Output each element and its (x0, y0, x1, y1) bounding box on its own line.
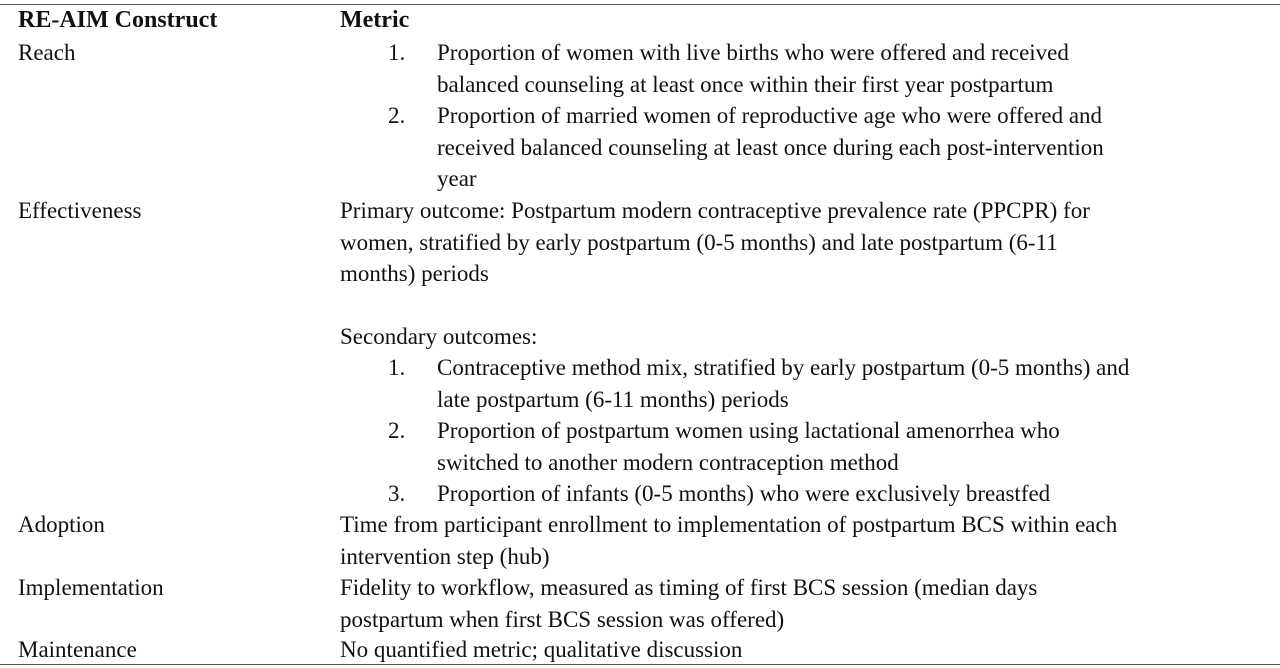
list-line: late postpartum (6-11 months) periods (437, 386, 789, 412)
list-line: Contraceptive method mix, stratified by early postpartum (0-5 months) and (437, 355, 1130, 380)
adoption-metric (340, 509, 1275, 572)
para-line: intervention step (hub) (340, 543, 550, 569)
list-line: switched to another modern contraception method (437, 449, 899, 475)
para-line: Fidelity to workflow, measured as timing of first BCS session (median days (340, 575, 1038, 600)
construct-maintenance: Maintenance (18, 637, 137, 662)
table-bottom-rule (0, 664, 1280, 665)
list-item (340, 415, 1275, 478)
list-item (340, 352, 1275, 415)
list-line: Proportion of married women of reproductive age who were offered and (437, 103, 1103, 128)
header-metric: Metric (340, 7, 410, 33)
list-number: 3. (388, 481, 406, 506)
construct-adoption: Adoption (18, 512, 105, 537)
list-number: 2. (388, 418, 406, 443)
construct-effectiveness: Effectiveness (18, 198, 142, 223)
list-line: Proportion of infants (0-5 months) who were exclusively breastfed (437, 481, 1051, 506)
reach-metric-list (340, 37, 1275, 195)
list-number: 1. (388, 355, 406, 380)
effectiveness-primary (340, 195, 1240, 290)
list-line: balanced counseling at least once within their first year postpartum (437, 71, 1054, 97)
list-item (340, 478, 1275, 510)
header-construct: RE-AIM Construct (18, 7, 218, 33)
secondary-outcomes-label: Secondary outcomes: (340, 324, 538, 349)
list-number: 2. (388, 103, 406, 128)
maintenance-metric: No quantified metric; qualitative discussion (340, 637, 743, 662)
list-line: Proportion of postpartum women using lactational amenorrhea who (437, 418, 1060, 443)
construct-reach: Reach (18, 40, 76, 65)
para-line: Primary outcome: Postpartum modern contraceptive prevalence rate (PPCPR) for (340, 198, 1090, 223)
para-line: postpartum when first BCS session was offered) (340, 606, 785, 632)
para-line: Time from participant enrollment to implementation of postpartum BCS within each (340, 512, 1118, 537)
construct-implementation: Implementation (18, 575, 164, 600)
para-line: women, stratified by early postpartum (0-5 months) and late postpartum (6-11 (340, 229, 1058, 255)
para-line: months) periods (340, 261, 489, 286)
list-item (340, 100, 1275, 195)
list-number: 1. (388, 40, 406, 65)
list-item (340, 37, 1275, 100)
list-line: Proportion of women with live births who were offered and received (437, 40, 1069, 65)
list-line: year (437, 166, 477, 191)
effectiveness-secondary-list (340, 352, 1275, 510)
list-line: received balanced counseling at least once during each post-intervention (437, 134, 1104, 160)
implementation-metric (340, 572, 1240, 635)
